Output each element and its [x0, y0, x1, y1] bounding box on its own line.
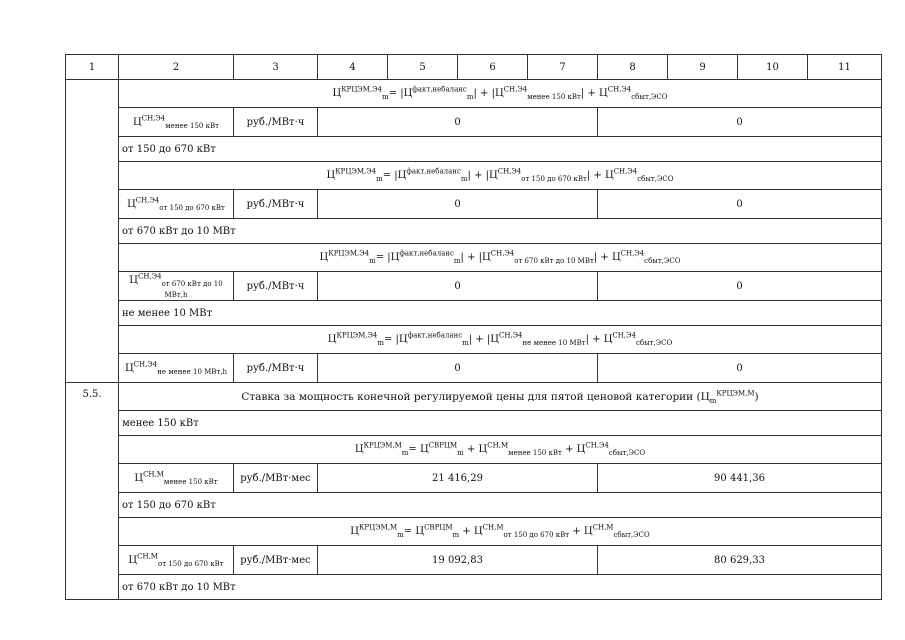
indicator-sup: СН,Э4: [138, 272, 162, 281]
formula-cell: [119, 162, 882, 190]
term1-sub: m: [453, 257, 461, 265]
formula-term3: [607, 85, 668, 101]
formula-tail: | + Ц: [580, 88, 608, 99]
formula-mid: | + |Ц: [467, 170, 498, 181]
indicator: [129, 272, 223, 299]
unit-cell: руб./МВт·ч: [234, 190, 318, 219]
formula-tail: | + Ц: [586, 170, 614, 181]
formula-row: [66, 244, 882, 272]
indicator-base: Ц: [129, 275, 139, 286]
formula-lhs: [326, 167, 383, 183]
term2-sup: СН,Э4: [490, 249, 515, 258]
term1-sub: m: [452, 531, 460, 539]
term3-sup: СН,Э4: [607, 85, 632, 94]
formula-eq: = |Ц: [375, 252, 400, 263]
header-cell: 4: [318, 55, 388, 80]
formula-mid: + Ц: [463, 444, 488, 455]
section-title-sup: КРЦЭМ,М: [716, 389, 755, 397]
formula-cell: [119, 326, 882, 354]
term3-sup: СН,М: [592, 523, 614, 532]
term3-sup: СН,Э4: [612, 331, 636, 340]
formula-cell: [119, 80, 882, 108]
value-row: [66, 464, 882, 493]
term3-sub: сбыт,ЭСО: [635, 339, 673, 347]
unit-cell: руб./МВт·мес: [234, 546, 318, 575]
indicator-sub: менее 150 кВт: [165, 121, 219, 130]
term2-sub: менее 150 кВт: [527, 93, 581, 101]
formula-row: [66, 326, 882, 354]
term1-sub: m: [457, 449, 464, 457]
group-label: от 150 до 670 кВт: [119, 493, 882, 518]
indicator-sub: от 150 до 670 кВт: [159, 203, 225, 212]
header-cell: 6: [458, 55, 528, 80]
formula-row: [66, 518, 882, 546]
value-row: [66, 272, 882, 301]
value-cell-1: 19 092,83: [318, 546, 598, 575]
formula-row: [66, 436, 882, 464]
formula-tail: + Ц: [561, 444, 586, 455]
indicator-cell: [119, 108, 234, 137]
indicator-cell: [119, 354, 234, 383]
term3-sup: СН,Э4: [620, 249, 645, 258]
header-cell: 2: [119, 55, 234, 80]
tariff-table: [65, 54, 882, 600]
value-cell-1: 0: [318, 108, 598, 137]
formula-lhs-sub: m: [382, 93, 389, 101]
formula-term2: [497, 167, 587, 183]
header-cell: 8: [598, 55, 668, 80]
group-label: от 670 кВт до 10 МВт: [119, 219, 882, 244]
indicator: [127, 196, 225, 212]
value-cell-2: 80 629,33: [598, 546, 882, 575]
formula-tail: + Ц: [569, 526, 593, 537]
term1-sub: m: [466, 93, 474, 101]
unit-cell: руб./МВт·ч: [234, 354, 318, 383]
term2-sub: менее 150 кВт: [508, 449, 562, 457]
value-row: [66, 354, 882, 383]
term2-sub: от 150 до 670 кВт: [521, 175, 587, 183]
term3-sub: сбыт,ЭСО: [637, 175, 674, 183]
header-cell: 5: [388, 55, 458, 80]
group-label-row: [66, 411, 882, 436]
group-label-row: [66, 575, 882, 600]
value-cell-1: 0: [318, 190, 598, 219]
value-row: [66, 108, 882, 137]
value-cell-2: 0: [598, 272, 882, 301]
formula-term2: [490, 249, 594, 265]
term1-sup: факт,небаланс: [407, 331, 463, 340]
indicator-sup: СН,М: [137, 552, 158, 561]
formula-lhs-sup: КРЦЭМ,М: [363, 441, 402, 450]
formula-lhs-base: Ц: [327, 334, 337, 345]
formula-term1: [399, 249, 461, 265]
formula-cell: [119, 518, 882, 546]
formula-term2: [503, 85, 581, 101]
section-number-cell: [66, 80, 119, 383]
formula-term3: [613, 167, 674, 183]
value-cell-1: 0: [318, 354, 598, 383]
term2-sup: СН,Э4: [503, 85, 528, 94]
formula-lhs-base: Ц: [332, 88, 342, 99]
formula-term2: [487, 441, 562, 457]
formula-lhs: [332, 85, 389, 101]
term2-sup: СН,М: [487, 441, 509, 450]
header-cell: 7: [528, 55, 598, 80]
header-cell: 1: [66, 55, 119, 80]
header-cell: 11: [808, 55, 882, 80]
indicator-sup: СН,М: [143, 470, 164, 479]
indicator-cell: [119, 190, 234, 219]
formula-term3: [592, 523, 650, 539]
formula-term1: [424, 523, 460, 539]
formula-lhs-sub: m: [377, 339, 384, 347]
group-label-row: [66, 493, 882, 518]
term1-sup: факт,небаланс: [399, 249, 454, 258]
indicator-base: Ц: [128, 554, 138, 566]
indicator-sub: не менее 10 МВт,h: [157, 367, 228, 376]
formula-row: [66, 162, 882, 190]
formula-lhs-sub: m: [369, 257, 376, 265]
formula-eq: = |Ц: [388, 88, 413, 99]
term1-sup: факт,небаланс: [412, 85, 467, 94]
formula-term2: [482, 523, 570, 539]
header-cell: 10: [738, 55, 808, 80]
term2-sup: СН,Э4: [497, 167, 522, 176]
header-cell: 3: [234, 55, 318, 80]
formula-term1: [428, 441, 464, 457]
formula-eq: = Ц: [408, 444, 429, 455]
indicator-base: Ц: [124, 362, 134, 374]
formula-lhs-sub: m: [401, 449, 409, 457]
group-label-row: [66, 137, 882, 162]
formula-mid: | + |Ц: [468, 334, 499, 345]
formula-lhs: [319, 249, 376, 265]
term3-sub: сбыт,ЭСО: [608, 449, 646, 457]
formula-lhs-sup: КРЦЭМ,Э4: [328, 249, 370, 258]
indicator-base: Ц: [127, 198, 136, 210]
indicator-sup: СН,Э4: [135, 196, 160, 205]
formula-eq: = Ц: [403, 526, 425, 537]
formula-eq: = |Ц: [383, 334, 408, 345]
section-title-text: Ставка за мощность конечной регулируемой цены для пятой ценовой категории (Ц: [241, 390, 710, 403]
term1-sup: СВРЦМ: [428, 441, 458, 450]
term1-sub: m: [460, 175, 468, 183]
header-row: [66, 55, 882, 80]
formula-tail: | + Ц: [593, 252, 621, 263]
indicator-sub: менее 150 кВт: [163, 477, 218, 486]
term2-sub: от 150 до 670 кВт: [503, 531, 570, 539]
term3-sub: сбыт,ЭСО: [644, 257, 681, 265]
section-title-row: [66, 383, 882, 411]
formula-lhs: [327, 331, 384, 347]
indicator-cell: [119, 546, 234, 575]
formula-row: [66, 80, 882, 108]
indicator-sub: от 670 кВт до 10 МВт,h: [161, 280, 223, 299]
formula-lhs-sup: КРЦЭМ,М: [358, 523, 398, 532]
group-label: от 150 до 670 кВт: [119, 137, 882, 162]
formula-term1: [407, 331, 469, 347]
value-cell-1: 21 416,29: [318, 464, 598, 493]
formula-lhs: [350, 523, 404, 539]
formula-cell: [119, 244, 882, 272]
value-cell-2: 90 441,36: [598, 464, 882, 493]
section-number: 5.5.: [66, 383, 119, 600]
formula-mid: | + |Ц: [473, 88, 504, 99]
group-label: менее 150 кВт: [119, 411, 882, 436]
formula-lhs-base: Ц: [326, 170, 336, 181]
term3-sup: СН,Э4: [585, 441, 609, 450]
indicator-base: Ц: [134, 472, 144, 484]
indicator-sub: от 150 до 670 кВт: [157, 559, 224, 568]
formula-term2: [498, 331, 586, 347]
term2-sub: от 670 кВт до 10 МВт: [514, 257, 594, 265]
indicator-base: Ц: [133, 116, 142, 128]
indicator-cell: [119, 464, 234, 493]
formula-mid: + Ц: [459, 526, 483, 537]
formula-lhs-sub: m: [376, 175, 383, 183]
indicator: [128, 552, 224, 568]
indicator: [133, 114, 219, 130]
formula-cell: [119, 436, 882, 464]
term3-sub: сбыт,ЭСО: [631, 93, 668, 101]
term2-sub: не менее 10 МВт: [522, 339, 586, 347]
formula-term1: [406, 167, 468, 183]
formula-term3: [612, 331, 673, 347]
formula-term3: [585, 441, 646, 457]
group-label-row: [66, 219, 882, 244]
term2-sup: СН,Э4: [498, 331, 523, 340]
formula-lhs-base: Ц: [319, 252, 329, 263]
indicator: [124, 360, 228, 376]
unit-cell: руб./МВт·ч: [234, 108, 318, 137]
value-cell-1: 0: [318, 272, 598, 301]
section-title: [119, 383, 882, 411]
term3-sup: СН,Э4: [613, 167, 638, 176]
formula-eq: = |Ц: [382, 170, 407, 181]
header-cell: 9: [668, 55, 738, 80]
value-cell-2: 0: [598, 108, 882, 137]
formula-lhs-base: Ц: [354, 444, 364, 455]
formula-lhs-sup: КРЦЭМ,Э4: [335, 167, 377, 176]
formula-term1: [412, 85, 474, 101]
formula-lhs-base: Ц: [350, 526, 359, 537]
indicator-sup: СН,Э4: [133, 360, 158, 369]
unit-cell: руб./МВт·мес: [234, 464, 318, 493]
unit-cell: руб./МВт·ч: [234, 272, 318, 301]
formula-lhs: [354, 441, 409, 457]
term2-sup: СН,М: [482, 523, 504, 532]
group-label: от 670 кВт до 10 МВт: [119, 575, 882, 600]
value-cell-2: 0: [598, 354, 882, 383]
value-row: [66, 546, 882, 575]
value-cell-2: 0: [598, 190, 882, 219]
group-label-row: [66, 301, 882, 326]
indicator-cell: [119, 272, 234, 301]
formula-lhs-sup: КРЦЭМ,Э4: [336, 331, 378, 340]
term1-sup: СВРЦМ: [424, 523, 453, 532]
section-title-close: ): [754, 390, 759, 403]
section-title-sub: m: [709, 396, 717, 405]
term1-sup: факт,небаланс: [406, 167, 461, 176]
indicator: [134, 470, 218, 486]
formula-term3: [620, 249, 681, 265]
value-row: [66, 190, 882, 219]
term3-sub: сбыт,ЭСО: [613, 531, 650, 539]
formula-tail: | + Ц: [585, 334, 613, 345]
formula-lhs-sub: m: [397, 531, 404, 539]
term1-sub: m: [462, 339, 469, 347]
formula-mid: | + |Ц: [460, 252, 491, 263]
formula-lhs-sup: КРЦЭМ,Э4: [341, 85, 382, 94]
indicator-sup: СН,Э4: [141, 114, 166, 123]
group-label: не менее 10 МВт: [119, 301, 882, 326]
